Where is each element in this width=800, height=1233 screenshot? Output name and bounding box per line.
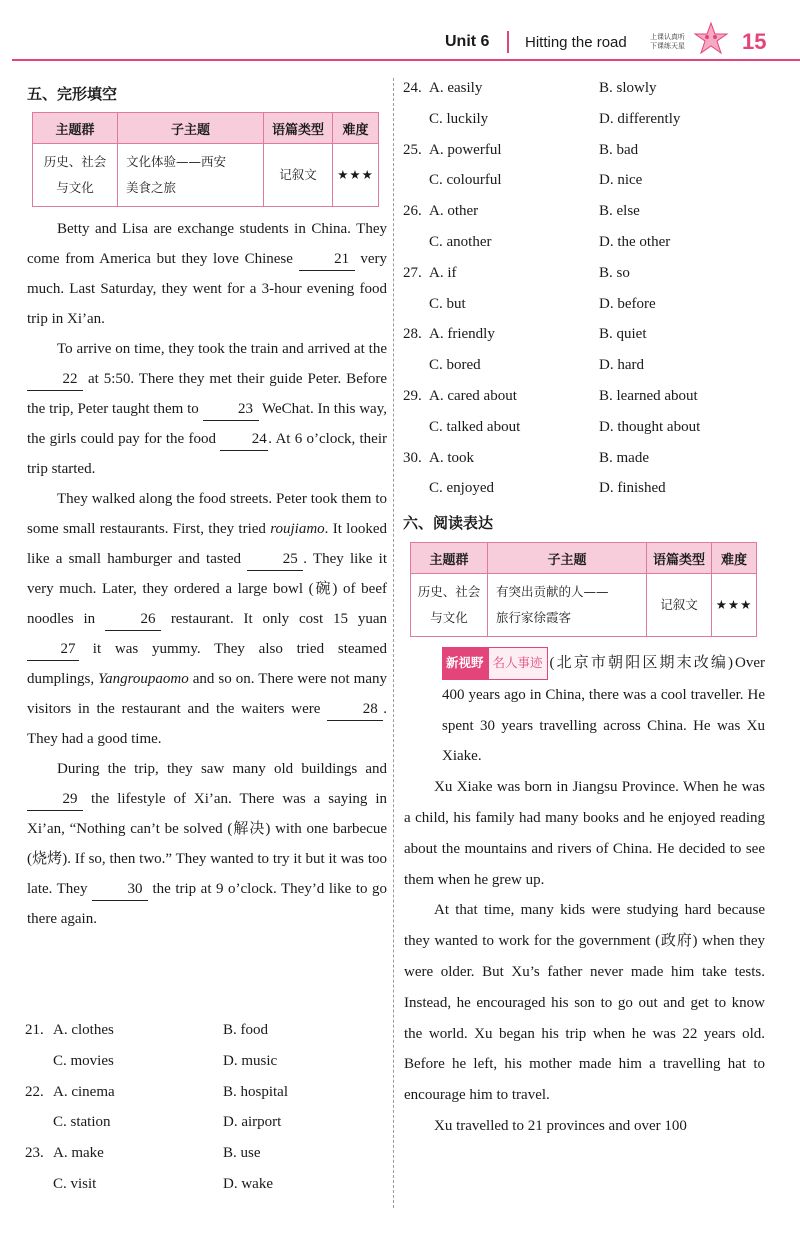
text: . They like it very much. Later, they ordered a large bowl (碗) of beef noodles in	[27, 551, 387, 627]
badge-celebrity: 名人事迹	[488, 647, 548, 680]
table-header: 语篇类型	[264, 113, 333, 144]
text: They walked along the food streets. Peter took them to some small restaurants. First, they tried	[27, 491, 387, 537]
option[interactable]: C. talked about	[429, 418, 521, 435]
text: . They had a good time.	[27, 701, 387, 747]
blank-23: 23	[203, 398, 259, 421]
option[interactable]: A. cared about	[429, 387, 517, 404]
option-row	[25, 1022, 385, 1053]
option[interactable]: A. friendly	[429, 326, 495, 343]
blank-30: 30	[92, 878, 148, 901]
option-row	[403, 419, 773, 450]
text: WeChat. In this way, the girls could pay for the food	[27, 401, 387, 447]
text: . At 6 o’clock, their trip started.	[27, 431, 388, 477]
cloze-passage	[27, 214, 387, 934]
option[interactable]: D. before	[599, 295, 656, 312]
badge	[442, 647, 548, 680]
table-cell-theme	[33, 144, 118, 207]
option[interactable]: D. thought about	[599, 418, 701, 435]
header-slogan	[650, 33, 685, 51]
table-header: 主题群	[33, 113, 118, 144]
question-number: 29.	[403, 387, 422, 404]
paragraph	[27, 334, 387, 484]
option-row	[403, 80, 773, 111]
page-number: 15	[742, 29, 767, 54]
table-cell-theme	[411, 574, 488, 637]
section-5-title: 五、完形填空	[27, 85, 118, 103]
question-number: 21.	[25, 1022, 44, 1038]
cell-line: 美食之旅	[126, 180, 177, 195]
table-cell-subtheme	[118, 144, 264, 207]
page-header	[0, 0, 800, 60]
unit-title: Hitting the road	[525, 34, 627, 51]
question-number: 27.	[403, 264, 422, 281]
option-row	[403, 172, 773, 203]
reading-passage	[404, 647, 765, 1142]
table-header: 子主题	[118, 113, 264, 144]
difficulty-stars: ★★★	[712, 574, 757, 637]
option[interactable]: D. wake	[223, 1175, 273, 1192]
option[interactable]: B. learned about	[599, 387, 698, 404]
option[interactable]: B. quiet	[599, 326, 647, 343]
blank-21: 21	[299, 248, 355, 271]
question-number: 30.	[403, 449, 422, 466]
option-row	[25, 1176, 385, 1207]
question-number: 24.	[403, 80, 422, 96]
blank-24: 24	[220, 428, 268, 451]
option[interactable]: B. so	[599, 264, 630, 281]
cell-line: 与文化	[430, 610, 468, 625]
table-header: 主题群	[411, 543, 488, 574]
option-row	[25, 1114, 385, 1145]
cell-line: 历史、社会	[417, 584, 481, 599]
slogan-line-1: 上课认真听	[650, 33, 685, 41]
cell-line: 旅行家徐霞客	[496, 610, 572, 625]
text: at 5:50. There they met their guide Peter. Before the trip, Peter taught them to	[27, 371, 387, 417]
option[interactable]: D. music	[223, 1052, 278, 1069]
option-row	[403, 357, 773, 388]
badge-new-vision: 新视野	[442, 647, 488, 680]
difficulty-stars: ★★★	[333, 144, 379, 207]
blank-29: 29	[27, 788, 83, 811]
cell-line: 有突出贡献的人——	[496, 584, 609, 599]
option-row	[403, 265, 773, 296]
option[interactable]: D. hard	[599, 357, 644, 374]
text: the lifestyle of Xi’an. There was a saying in Xi’an, “Nothing can’t be solved (解决) with one barbecue (烧烤). If so, then two.” They wanted to try it but it was too late. They	[27, 791, 387, 897]
option-row	[25, 1145, 385, 1176]
blank-26: 26	[105, 608, 161, 631]
text: it was yummy. They also tried steamed dumplings,	[27, 641, 388, 687]
option-row	[403, 111, 773, 142]
question-number: 23.	[25, 1145, 44, 1162]
option-row	[403, 388, 773, 419]
question-number: 26.	[403, 203, 422, 220]
blank-28: 28	[327, 698, 383, 721]
option-row	[403, 142, 773, 173]
options-right	[403, 80, 773, 511]
table-header: 难度	[333, 113, 379, 144]
option[interactable]: B. slowly	[599, 80, 657, 96]
question-number: 28.	[403, 326, 422, 343]
text: very much. Last Saturday, they went for a 3-hour evening food trip in Xi’an.	[27, 251, 387, 327]
option[interactable]: C. visit	[53, 1175, 97, 1192]
blank-27: 27	[27, 638, 79, 661]
option[interactable]: D. the other	[599, 233, 671, 250]
option[interactable]: B. food	[223, 1022, 268, 1038]
option[interactable]: A. clothes	[53, 1022, 114, 1038]
option[interactable]: C. luckily	[429, 110, 489, 127]
option-row	[403, 480, 773, 511]
text: restaurant. It only cost 15 yuan	[170, 611, 387, 627]
cell-line: 历史、社会	[43, 154, 107, 169]
paragraph	[27, 214, 387, 334]
cell-line: 与文化	[56, 180, 94, 195]
table-header: 子主题	[488, 543, 647, 574]
option-row	[403, 326, 773, 357]
text: To arrive on time, they took the train and arrived at the	[57, 341, 387, 357]
cell-line: 文化体验——西安	[126, 154, 227, 169]
option[interactable]: B. made	[599, 449, 649, 466]
option[interactable]: C. another	[429, 233, 492, 250]
text: and so on. There were not many visitors in the restaurant and the waiters were	[27, 671, 387, 717]
paragraph	[27, 484, 387, 754]
section-6-title: 六、阅读表达	[403, 514, 494, 532]
option[interactable]: D. nice	[599, 172, 643, 189]
option-row	[25, 1053, 385, 1084]
option[interactable]: B. hospital	[223, 1083, 289, 1100]
blank-22: 22	[27, 368, 83, 391]
paragraph	[404, 647, 765, 772]
blank-25: 25	[247, 548, 303, 571]
option[interactable]: A. easily	[429, 80, 483, 96]
option[interactable]: D. finished	[599, 480, 666, 497]
unit-label: Unit 6	[445, 33, 490, 50]
source-note: (北京市朝阳区期末改编)	[549, 654, 735, 671]
mascot-logo-icon	[693, 22, 729, 56]
header-rule	[12, 59, 800, 61]
option-row	[403, 203, 773, 234]
table-cell-type: 记叙文	[647, 574, 712, 637]
table-cell-type: 记叙文	[264, 144, 333, 207]
italic-text: roujiamo	[270, 521, 325, 537]
paragraph	[27, 754, 387, 934]
section-5-theme-table	[32, 112, 379, 207]
option[interactable]: C. bored	[429, 357, 481, 374]
option[interactable]: C. movies	[53, 1052, 114, 1069]
text: the trip at 9 o’clock. They’d like to go there again.	[27, 881, 388, 927]
option[interactable]: A. other	[429, 203, 479, 220]
option-row	[25, 1084, 385, 1115]
option-row	[403, 450, 773, 481]
option[interactable]: C. station	[53, 1114, 111, 1131]
paragraph: At that time, many kids were studying hard because they wanted to work for the government (政府) when they were older. But Xu’s father never made him take tests. Instead, he encouraged his son to go out and get to know the world. Xu began his trip when he was 22 years old. Before he left, his mother made him a travelling hat to encourage him to travel.	[404, 902, 765, 1104]
option[interactable]: A. make	[53, 1145, 104, 1162]
text: Betty and Lisa are exchange students in China. They come from America but they love Chinese	[27, 221, 387, 267]
table-header: 难度	[712, 543, 757, 574]
option[interactable]: C. colourful	[429, 172, 502, 189]
option[interactable]: B. bad	[599, 141, 639, 158]
options-left	[25, 1022, 385, 1207]
slogan-line-2: 下课练天星	[650, 42, 685, 50]
option[interactable]: A. took	[429, 449, 474, 466]
table-cell-subtheme	[488, 574, 647, 637]
option[interactable]: D. airport	[223, 1114, 282, 1131]
question-number: 22.	[25, 1083, 44, 1100]
header-separator	[507, 31, 509, 53]
option-row	[403, 296, 773, 327]
option[interactable]: C. enjoyed	[429, 480, 494, 497]
paragraph: Xu travelled to 21 provinces and over 100	[434, 1117, 687, 1134]
paragraph: Xu Xiake was born in Jiangsu Province. When he was a child, his family had many books and he enjoyed reading about the mountains and rivers of China. He decided to see them when he grew up.	[404, 779, 765, 888]
italic-text: Yangroupaomo	[98, 671, 189, 687]
text: During the trip, they saw many old buildings and	[57, 761, 387, 777]
option[interactable]: B. use	[223, 1145, 261, 1162]
option-row	[403, 234, 773, 265]
option[interactable]: D. differently	[599, 110, 681, 127]
text: Over 400 years ago in China, there was a cool traveller. He spent 30 years travelling across China. He was Xu Xiake.	[442, 654, 765, 765]
table-header: 语篇类型	[647, 543, 712, 574]
text: . It looked like a small hamburger and tasted	[27, 521, 387, 567]
option[interactable]: C. but	[429, 295, 466, 312]
option[interactable]: A. powerful	[429, 141, 502, 158]
option[interactable]: A. cinema	[53, 1083, 115, 1100]
question-number: 25.	[403, 141, 422, 158]
option[interactable]: B. else	[599, 203, 640, 220]
option[interactable]: A. if	[429, 264, 457, 281]
section-6-theme-table	[410, 542, 757, 637]
column-divider	[393, 78, 394, 1208]
